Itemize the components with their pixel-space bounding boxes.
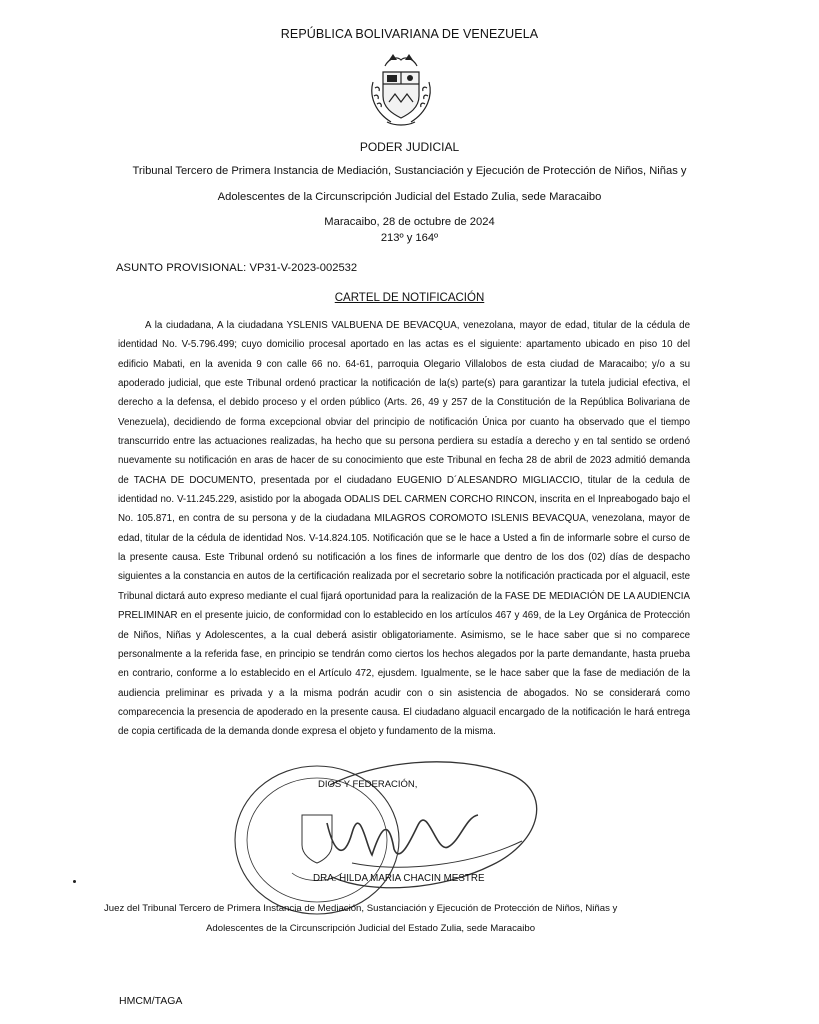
tribunal-name-line2: Adolescentes de la Circunscripción Judicial del Estado Zulia, sede Maracaibo bbox=[217, 191, 602, 203]
judge-title-line2: Adolescentes de la Circunscripción Judicial del Estado Zulia, sede Maracaibo bbox=[206, 923, 536, 934]
judge-name: DRA. HILDA MARIA CHACIN MESTRE bbox=[313, 873, 485, 884]
notification-body: A la ciudadana, A la ciudadana YSLENIS VALBUENA DE BEVACQUA, venezolana, mayor de edad, titular de la cédula de identidad No. V-5.796.499; cuyo domicilio procesal aportado en las actas es el siguiente: apartamento ubicado en piso 10 del edificio Mabati, en la avenida 9 con calle 66 no. 64-61, parroquia Olegario Villalobos de esta ciudad de Maracaibo; y/o a su apoderado judicial, que este Tribunal ordenó practicar la notificación de la(s) parte(s) para garantizar la tutela judicial efectiva, el derecho a la defensa, el debido proceso y el orden público (Arts. 26, 49 y 257 de la Constitución de la República Bolivariana de Venezuela), decidiendo de forma excepcional obviar del principio de notificación Única por cuanto ha observado que el tiempo transcurrido entre las actuaciones realizadas, ha hecho que su persona perdiera su estadía a derecho y en tal sentido se ordenó nuevamente su notificación en aras de hacer de su conocimiento que este Tribunal en fecha 28 de abril de 2023 admitió demanda de TACHA DE DOCUMENTO, presentada por el ciudadano EUGENIO D´ALESANDRO MIGLIACCIO, titular de la cedula de identidad no. V-11.245.229, asistido por la abogada ODALIS DEL CARMEN CORCHO RINCON, inscrita en el Inpreabogado bajo el No. 105.871, en contra de su persona y de la ciudadana MILAGROS COROMOTO ISLENIS BEVACQUA, venezolana, mayor de edad, titular de la cédula de identidad Nos. V-14.824.105. Notificación que se le hace a Usted a fin de informarle sobre el curso de la presente causa. Este Tribunal ordenó su notificación a los fines de informarle que dentro de los dos (02) días de despacho siguientes a la constancia en autos de la certificación realizada por el secretario sobre la notificación practicada por el alguacil, este Tribunal dictará auto expreso mediante el cual fijará oportunidad para la realización de la FASE DE MEDIACIÓN DE LA AUDIENCIA PRELIMINAR en el presente juicio, de conformidad con lo establecido en los artículos 467 y 469, de la Ley Orgánica de Protección de Niños, Niñas y Adolescentes, a la cual deberá asistir obligatoriamente. Asimismo, se le hace saber que si no comparece personalmente a la referida fase, en principio se tendrán como ciertos los hechos alegados por la parte demandante, hasta prueba en contrario, conforme a lo establecido en el Artículo 472, ejusdem. Igualmente, se le hace saber que la fase de mediación de la audiencia preliminar es privada y a la misma podrán acudir con o sin asistencia de abogados. No se considerará como comparecencia la presencia de apoderado en la presente causa. El ciudadano alguacil encargado de la notificación le hará entrega de copia certificada de la demanda donde expresa el objeto y fundamento de la misma. bbox=[118, 320, 690, 738]
document-initials: HMCM/TAGA bbox=[119, 995, 183, 1007]
tribunal-name-line1: Tribunal Tercero de Primera Instancia de Mediación, Sustanciación y Ejecución de Protección de Niños, Niñas y bbox=[132, 165, 687, 177]
closing-salutation: DIOS Y FEDERACIÓN, bbox=[318, 779, 418, 790]
document-title: CARTEL DE NOTIFICACIÓN bbox=[334, 292, 485, 304]
document-date: Maracaibo, 28 de octubre de 2024 bbox=[324, 216, 495, 228]
case-number-value: VP31-V-2023-002532 bbox=[249, 262, 358, 274]
republic-heading: REPÚBLICA BOLIVARIANA DE VENEZUELA bbox=[280, 27, 539, 41]
case-number bbox=[116, 262, 357, 274]
scan-speck bbox=[73, 880, 76, 883]
judge-title-line1: Juez del Tribunal Tercero de Primera Instancia de Mediación, Sustanciación y Ejecución de Protección de Niños, Niñas y bbox=[104, 903, 618, 914]
branch-heading: PODER JUDICIAL bbox=[359, 140, 460, 154]
court-seal-and-signature-icon bbox=[222, 745, 552, 915]
case-number-label: ASUNTO PROVISIONAL: bbox=[116, 262, 247, 274]
coat-of-arms-icon bbox=[365, 52, 437, 128]
document-years: 213º y 164º bbox=[380, 232, 439, 244]
